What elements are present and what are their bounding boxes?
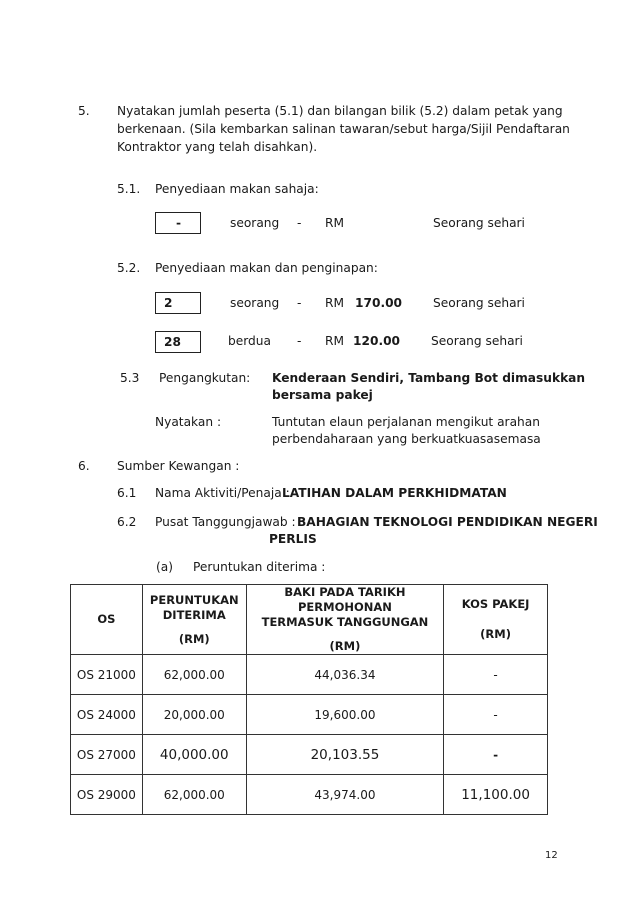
s53-state-line-2: perbendaharaan yang berkuatkuasasemasa: [272, 432, 541, 446]
page-number: 12: [545, 850, 558, 861]
cell-peruntukan: 62,000.00: [142, 655, 246, 695]
cell-peruntukan: 20,000.00: [142, 695, 246, 735]
section-6-number: 6.: [78, 459, 90, 473]
s52-dash-2: -: [297, 334, 302, 348]
header-baki: BAKI PADA TARIKH PERMOHONAN TERMASUK TANGGUNGAN (RM): [246, 585, 443, 655]
s52-unit-1: seorang: [230, 296, 280, 310]
s52-amount-1: 170.00: [355, 296, 403, 310]
header-kos-pakej: KOS PAKEJ (RM): [444, 585, 548, 655]
header-os: OS: [71, 585, 143, 655]
s52-number: 5.2.: [117, 261, 141, 275]
s51-title: Penyediaan makan sahaja:: [155, 182, 319, 196]
s52-dash-1: -: [297, 296, 302, 310]
section-5-line-1: Nyatakan jumlah peserta (5.1) dan bilangan bilik (5.2) dalam petak yang: [117, 104, 563, 118]
s51-number: 5.1.: [117, 182, 141, 196]
s51-count: -: [176, 216, 182, 230]
s53-label: Pengangkutan:: [159, 371, 251, 385]
s53-state-line-1: Tuntutan elaun perjalanan mengikut arahan: [272, 415, 540, 429]
cell-kos: -: [444, 695, 548, 735]
cell-kos: 11,100.00: [444, 775, 548, 815]
s62-label: Pusat Tanggungjawab :: [155, 515, 296, 529]
cell-kos: -: [444, 655, 548, 695]
table-row: [71, 735, 548, 775]
s51-unit: seorang: [230, 216, 280, 230]
s52-rate-2: Seorang sehari: [431, 334, 523, 348]
s61-number: 6.1: [117, 486, 137, 500]
s51-dash: -: [297, 216, 302, 230]
cell-os: OS 24000: [71, 695, 143, 735]
table-row: [71, 655, 548, 695]
s52-amount-2: 120.00: [353, 334, 401, 348]
s51-rm: RM: [325, 216, 344, 230]
s52-count-box-2: [155, 331, 201, 353]
section-5-line-3: Kontraktor yang telah disahkan).: [117, 140, 318, 154]
s52-unit-2: berdua: [228, 334, 271, 348]
cell-peruntukan: 62,000.00: [142, 775, 246, 815]
cell-baki: 44,036.34: [246, 655, 443, 695]
section-5-number: 5.: [78, 104, 90, 118]
s52-rm-2: RM: [325, 334, 344, 348]
table-header-row: [71, 585, 548, 655]
s53-value-line-1: Kenderaan Sendiri, Tambang Bot dimasukkan: [272, 371, 586, 385]
s52-count-1: 2: [164, 296, 173, 310]
s52-rate-1: Seorang sehari: [433, 296, 525, 310]
section-5-line-2: berkenaan. (Sila kembarkan salinan tawaran/sebut harga/Sijil Pendaftaran: [117, 122, 570, 136]
s53-value-line-2: bersama pakej: [272, 388, 373, 402]
s53-number: 5.3: [120, 371, 140, 385]
s62-number: 6.2: [117, 515, 137, 529]
cell-baki: 20,103.55: [246, 735, 443, 775]
allocation-table: [70, 584, 548, 815]
s52-title: Penyediaan makan dan penginapan:: [155, 261, 378, 275]
cell-os: OS 27000: [71, 735, 143, 775]
table-row: [71, 695, 548, 735]
a-label: Peruntukan diterima :: [193, 560, 326, 574]
table-row: [71, 775, 548, 815]
header-peruntukan: PERUNTUKAN DITERIMA (RM): [142, 585, 246, 655]
s62-value-line-2: PERLIS: [269, 532, 317, 546]
s51-count-box: [155, 212, 201, 234]
cell-baki: 19,600.00: [246, 695, 443, 735]
s52-count-box-1: [155, 292, 201, 314]
s51-rate: Seorang sehari: [433, 216, 525, 230]
s61-value: LATIHAN DALAM PERKHIDMATAN: [282, 486, 507, 500]
section-6-title: Sumber Kewangan :: [117, 459, 240, 473]
cell-kos: -: [444, 735, 548, 775]
s52-count-2: 28: [164, 335, 181, 349]
s61-label: Nama Aktiviti/Penaja :: [155, 486, 290, 500]
cell-os: OS 29000: [71, 775, 143, 815]
cell-os: OS 21000: [71, 655, 143, 695]
s53-state-label: Nyatakan :: [155, 415, 222, 429]
a-number: (a): [156, 560, 173, 574]
cell-baki: 43,974.00: [246, 775, 443, 815]
s62-value-line-1: BAHAGIAN TEKNOLOGI PENDIDIKAN NEGERI: [297, 515, 598, 529]
cell-peruntukan: 40,000.00: [142, 735, 246, 775]
s52-rm-1: RM: [325, 296, 344, 310]
